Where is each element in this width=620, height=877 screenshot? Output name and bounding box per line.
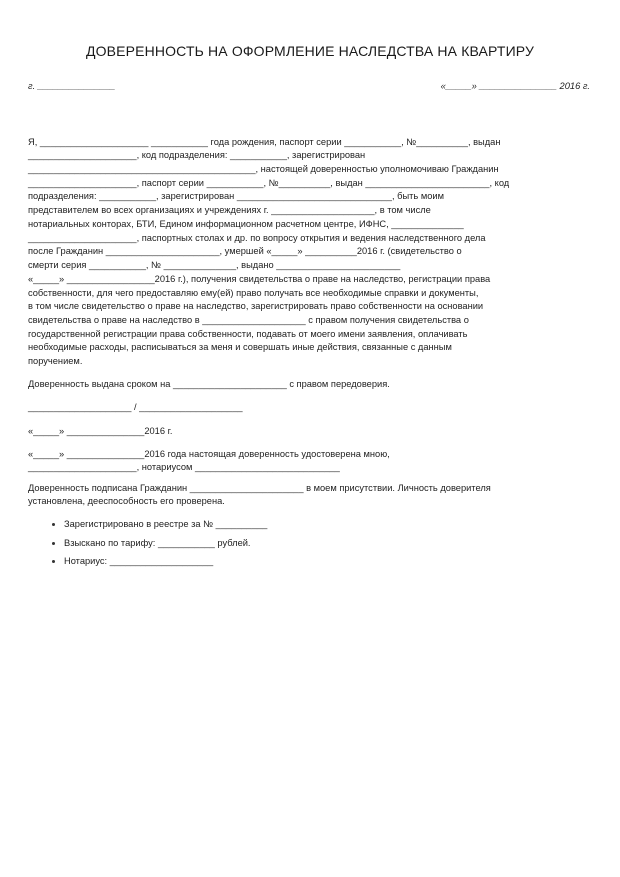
bullet-icon [52,542,55,545]
date-line: «_____» _______________2016 г. [28,426,173,436]
body-line: ____________________________________________, настоящей доверенностью уполномочиваю Гражданин [28,164,499,174]
body-line: после Гражданин ______________________, умершей «_____» __________2016 г. (свидетельство о [28,246,462,256]
body-line: смерти серия ___________, № ______________, выдано ________________________ [28,260,401,270]
body-line: поручением. [28,356,83,366]
body-line: свидетельства о праве на наследство в ____________________ с правом получения свидетельства о [28,315,469,325]
body-line: _____________________, паспортных столах и др. по вопросу открытия и ведения наследственного дела [28,233,486,243]
body-line: представителем во всех организациях и учреждениях г. ____________________, в том числе [28,205,431,215]
document-date: «_____» _______________ 2016 г. [440,81,590,91]
body-line: в том числе свидетельство о праве на наследство, зарегистрировать право собственности на основании [28,301,484,311]
body-line: государственной регистрации права собственности, подавать от моего имени заявления, оплачивать [28,329,468,339]
list-item-label: Зарегистрировано в реестре за № __________ [64,519,268,529]
body-line: подразделения: ___________, зарегистрирован ______________________________, быть моим [28,191,444,201]
bullet-icon [52,560,55,563]
city-field: г. _______________ [28,81,116,91]
body-line: «_____» _________________2016 г.), получения свидетельства о праве на наследство, регистрации права [28,274,491,284]
signature-line: ____________________ / ____________________ [28,402,243,412]
body-line: _____________________, паспорт серии ___________, №__________, выдан ________________________, код [28,178,510,188]
notary-line: _____________________, нотариусом ____________________________ [28,462,340,472]
list-item-label: Взыскано по тарифу: ___________ рублей. [64,538,251,548]
body-line: собственности, для чего предоставляю ему(ей) право получать все необходимые справки и документы, [28,288,479,298]
body-line: _____________________, код подразделения: ___________, зарегистрирован [28,150,366,160]
notary-line: «_____» _______________2016 года настоящая доверенность удостоверена мною, [28,449,390,459]
list-item-label: Нотариус: ____________________ [64,556,214,566]
body-line: нотариальных конторах, БТИ, Едином информационном расчетном центре, ИФНС, ______________ [28,219,464,229]
signed-line: Доверенность подписана Гражданин ______________________ в моем присутствии. Личность доверителя [28,483,491,493]
body-line: необходимые расходы, расписываться за меня и совершать иные действия, связанные с данным [28,342,452,352]
body-line: Я, _____________________ ___________ года рождения, паспорт серии ___________, №__________, выдан [28,137,501,147]
term-line: Доверенность выдана сроком на ______________________ с правом передоверия. [28,379,390,389]
bullet-icon [52,523,55,526]
signed-line: установлена, дееспособность его проверена. [28,496,225,506]
document-title: ДОВЕРЕННОСТЬ НА ОФОРМЛЕНИЕ НАСЛЕДСТВА НА КВАРТИРУ [85,43,535,59]
